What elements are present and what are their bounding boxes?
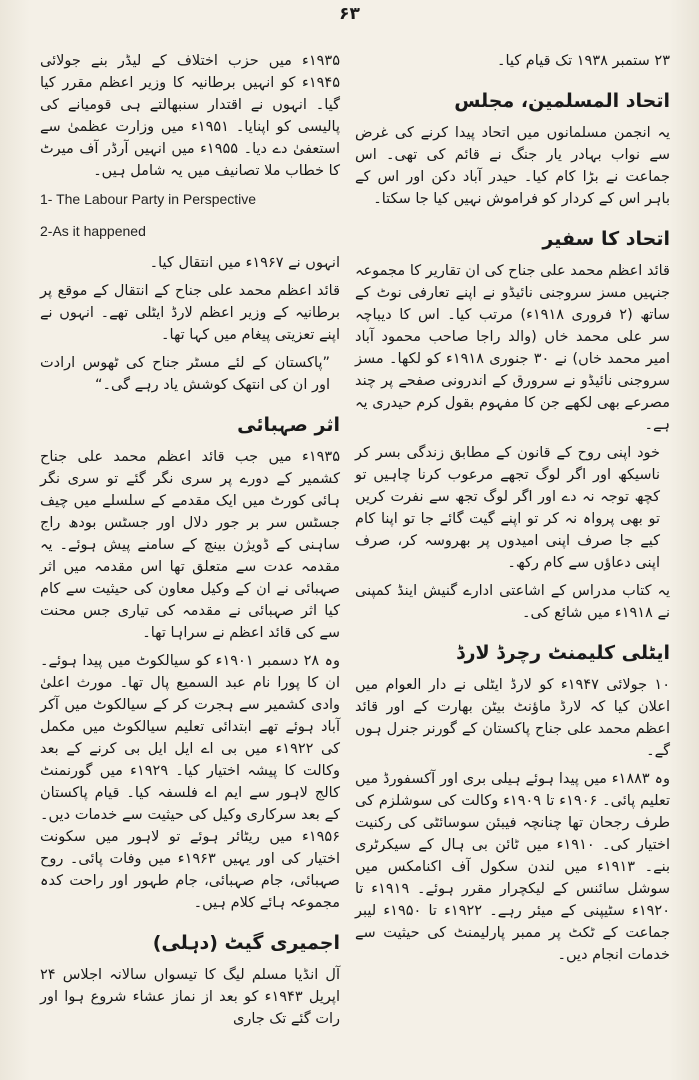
- paragraph-ajmeri-gate: آل انڈیا مسلم لیگ کا تیسواں سالانہ اجلاس ۲۴ اپریل ۱۹۴۳ء کو بعد از نماز عشاء شروع ہوا اور رات گئے تک جاری: [40, 967, 340, 1027]
- heading-ittehad-ul-muslimeen: اتحاد المسلمین، مجلس: [454, 90, 670, 112]
- book-item: 2-As it happened: [40, 223, 146, 239]
- heading-ittehad-ka-safeer: اتحاد کا سفیر: [542, 228, 670, 250]
- book-item: 1- The Labour Party in Perspective: [40, 191, 257, 207]
- left-column: [40, 50, 340, 1036]
- paragraph-asar-biography: وہ ۲۸ دسمبر ۱۹۰۱ء کو سیالکوٹ میں پیدا ہوئے۔ ان کا پورا نام عبد السمیع پال تھا۔ مورث اعلیٰ وادی کشمیر سے ہجرت کر کے سیالکوٹ میں آکر آباد ہوئے تھے ابتدائی تعلیم سیالکوٹ میں مکمل کی ۱۹۲۲ء میں بی اے ایل ایل بی کرنے کے بعد وکالت کا پیشہ اختیار کیا۔ ۱۹۲۹ء میں گورنمنٹ کالج لاہور سے ایم اے فلسفہ کیا۔ قیام پاکستان کے بعد سرکاری وکیل کی حیثیت سے خدمات دیں۔ ۱۹۵۶ء میں ریٹائر ہوئے تو لاہور میں سکونت اختیار کی اور یہیں ۱۹۶۳ء میں وفات پائی۔ روح صہبائی، جام صہبائی، جام طہور اور راحت کدہ مجموعہ ہائے کلام ہیں۔: [40, 653, 341, 911]
- paragraph-ittehad-ul-muslimeen: یہ انجمن مسلمانوں میں اتحاد پیدا کرنے کی غرض سے نواب بہادر یار جنگ نے قائم کی تھی۔ اس جماعت نے بڑا کام کیا۔ حیدر آباد دکن اور اس کے باہر اس کے کردار کو فراموش نہیں کیا جا سکتا۔: [355, 125, 670, 207]
- paragraph-attlee-condolence: قائد اعظم محمد علی جناح کے انتقال کے موقع پر برطانیہ کے وزیر اعظم لارڈ ایٹلی تھے۔ انہوں نے اپنے تعزیتی پیغام میں کہا تھا۔: [40, 283, 340, 343]
- paragraph-attlee-career: ۱۹۳۵ء میں حزب اختلاف کے لیڈر بنے جولائی ۱۹۴۵ء کو انہیں برطانیہ کا وزیر اعظم مقرر کیا گیا۔ انہوں نے اقتدار سنبھالتے ہی قومیانے کی پالیسی کو اپنایا۔ ۱۹۵۱ء میں وزارت عظمیٰ سے استعفیٰ دے دیا۔ ۱۹۵۵ء میں انہیں آرڈر آف میرٹ کا خطاب ملا تصانیف میں یہ شامل ہیں۔: [40, 53, 341, 179]
- paragraph-safeer-intro: قائد اعظم محمد علی جناح کی ان تقاریر کا مجموعہ جنہیں مسز سروجنی نائیڈو نے اپنے تعارفی نوٹ کے ساتھ (۲ فروری ۱۹۱۸ء) مرتب کیا۔ اس کا دیباچہ سر علی محمد خاں (والد راجا صاحب محمود آباد امیر محمد خاں) نے ۳۰ جنوری ۱۹۱۸ء کو لکھا۔ مسز سروجنی نائیڈو نے سرورق کے اندرونی صفحے پر چند مصرعے بھی لکھے جن کا مفہوم بقول کرم حیدری یہ ہے۔: [355, 263, 670, 433]
- right-column: [355, 50, 670, 972]
- paragraph-attlee-death: انہوں نے ۱۹۶۷ء میں انتقال کیا۔: [149, 255, 340, 271]
- paragraph-safeer-quote: خود اپنی روح کے قانون کے مطابق زندگی بسر کر ناسیکھ اور اگر لوگ تجھے مرعوب کرنا چاہیں تو کچھ توجہ نہ دے اور اگر لوگ تجھ سے نفرت کریں تو بھی پرواہ نہ کر تو اپنے گیت گائے جا تو اپنا کام کیے جا صرف اپنی امیدوں پر بھروسہ کر، صرف اپنی دعاؤں سے کام رکھ۔: [355, 445, 660, 571]
- heading-ajmeri-gate: اجمیری گیٹ (دہلی): [152, 932, 340, 954]
- paragraph-attlee-announcement: ۱۰ جولائی ۱۹۴۷ء کو لارڈ ایٹلی نے دار العوام میں اعلان کیا کہ لارڈ ماؤنٹ بیٹن بھارت کے اور قائد اعظم محمد علی جناح پاکستان کے گورنر جنرل ہوں گے۔: [355, 677, 670, 759]
- paragraph-attlee-biography: وہ ۱۸۸۳ء میں پیدا ہوئے ہیلی بری اور آکسفورڈ میں تعلیم پائی۔ ۱۹۰۶ء تا ۱۹۰۹ء وکالت کی سوشلزم کی طرف رجحان تھا چنانچہ فیبئن سوسائٹی کی رکنیت اختیار کی۔ ۱۹۱۰ء میں ٹائن بی ہال کے سیکرٹری بنے۔ ۱۹۱۳ء میں لندن سکول آف اکنامکس میں سوشل سائنس کے لیکچرار مقرر ہوئے۔ ۱۹۱۹ء تا ۱۹۲۰ء سٹیپنی کے میئر رہے۔ ۱۹۲۲ء تا ۱۹۵۰ء لیبر جماعت کے ٹکٹ پر ممبر پارلیمنٹ کی حیثیت سے خدمات انجام دیں۔: [355, 771, 671, 963]
- heading-asar-sahbai: اثر صہبائی: [237, 414, 340, 436]
- page-number: ۶۳: [339, 4, 360, 24]
- heading-attlee: ایٹلی کلیمنٹ رچرڈ لارڈ: [456, 642, 670, 664]
- opening-line: ۲۳ ستمبر ۱۹۳۸ تک قیام کیا۔: [497, 53, 670, 69]
- paragraph-condolence-quote: ”پاکستان کے لئے مسٹر جناح کی ٹھوس ارادت اور ان کی انتھک کوشش یاد رہے گی۔“: [40, 355, 330, 393]
- paragraph-asar-case: ۱۹۳۵ء میں جب قائد اعظم محمد علی جناح کشمیر کے دورے پر سری نگر گئے تو سری نگر ہائی کورٹ میں ایک مقدمے کے سلسلے میں چیف جسٹس سر بر جور دلال اور جسٹس بودھ راج ساہنی کے ڈویژن بینچ کے سامنے پیش ہوئے۔ یہ مقدمہ عدت سے متعلق تھا اس مقدمہ میں اثر صہبائی نے ان کے وکیل معاون کی حیثیت سے کام کیا اثر صہبائی نے مقدمہ کی تیاری جس محنت سے کی قائد اعظم نے سراہا تھا۔: [40, 449, 340, 641]
- book-list: [40, 188, 340, 242]
- paragraph-safeer-publisher: یہ کتاب مدراس کے اشاعتی ادارے گنیش اینڈ کمپنی نے ۱۹۱۸ء میں شائع کی۔: [355, 583, 670, 621]
